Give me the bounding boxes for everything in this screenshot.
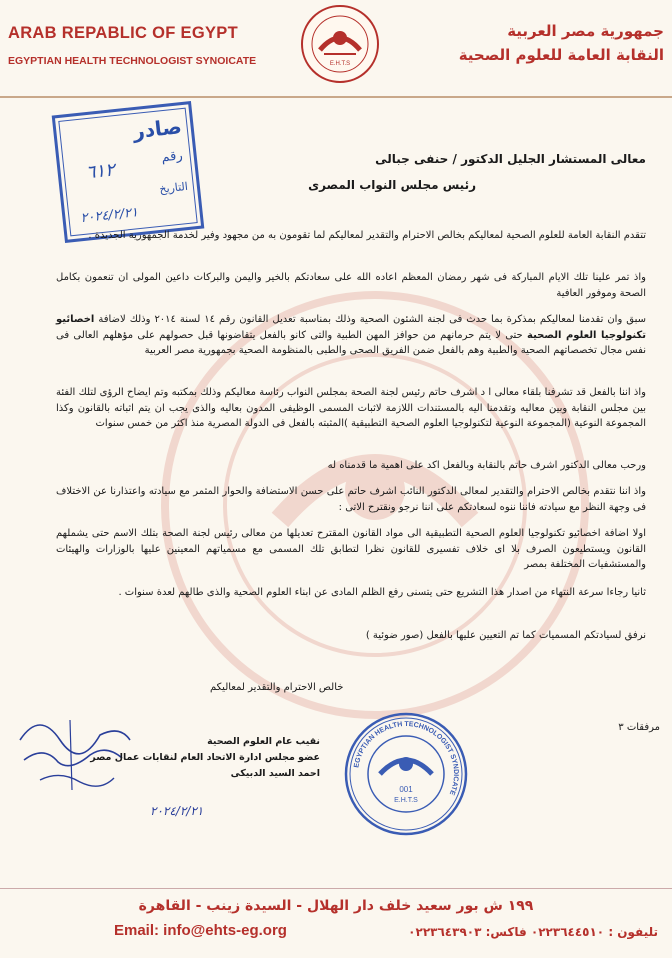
paragraph-5: ورحب معالى الدكتور اشرف حاتم بالنقابة وبالفعل اكد على اهمية ما قدمناه له bbox=[327, 460, 646, 471]
paragraph-2: واذ تمر علينا تلك الايام المباركة فى شهر رمضان المعظم اعاده الله على سعادتكم بالخير واليمن والبركات داعين المولى ان تنعمون بكامل الصحة وموفور العافية bbox=[56, 272, 646, 299]
footer-email: Email: info@ehts-eg.org bbox=[114, 922, 287, 939]
paragraph-3 bbox=[56, 312, 646, 359]
footer-phone: تليفون : ٠٢٢٣٦٤٤٥١٠ فاكس: ٠٢٢٣٦٤٣٩٠٣ bbox=[408, 925, 658, 939]
handwritten-date: ٢٠٢٤/٢/٢١ bbox=[150, 804, 204, 818]
org-name-ar: جمهورية مصر العربية bbox=[507, 22, 664, 40]
paragraph-3-highlight: اخصائيو تكنولوجيا العلوم الصحية bbox=[56, 314, 646, 341]
addressee-line: معالى المستشار الجليل الدكتور / حنفى جبالى bbox=[375, 152, 646, 166]
org-subtitle-ar: النقابة العامة للعلوم الصحية bbox=[458, 46, 664, 64]
closing-line: خالص الاحترام والتقدير لمعاليكم bbox=[210, 682, 344, 693]
header-divider bbox=[0, 96, 672, 98]
stamp-number: ٦١٢ bbox=[84, 159, 116, 184]
footer-divider bbox=[0, 888, 672, 889]
official-seal bbox=[344, 712, 468, 836]
header-arabic bbox=[434, 22, 664, 64]
addressee-title: رئيس مجلس النواب المصرى bbox=[308, 178, 476, 192]
seal-abbrev: E.H.T.S bbox=[394, 797, 418, 804]
footer-address: ١٩٩ ش بور سعيد خلف دار الهلال - السيدة زينب - القاهرة bbox=[138, 898, 534, 914]
stamp-number-label: رقم bbox=[160, 148, 184, 166]
paragraph-6: واذ اننا نتقدم بخالص الاحترام والتقدير لمعالى الدكتور النائب اشرف حاتم على حسن الاستضافة والحوار المثمر مع سيادته واعتذارنا عن الاختلاف فى وجهة النظر مع سيادته فاننا ننوه لسعادتكم على اننا نرجو ونقترح الاتى : bbox=[56, 486, 646, 513]
signature-block bbox=[80, 734, 320, 782]
signatory-title-2: عضو مجلس ادارة الاتحاد العام لنقابات عمال مصر bbox=[90, 752, 320, 763]
paragraph-9: نرفق لسيادتكم المسميات كما تم التعيين عليها بالفعل (صور ضوئية ) bbox=[365, 630, 646, 641]
stamp-date: ٢٠٢٤/٢/٢١ bbox=[79, 205, 139, 227]
outgoing-stamp bbox=[52, 101, 205, 243]
signatory-title: نقيب عام العلوم الصحية bbox=[207, 736, 320, 747]
paragraph-4: واذ اننا بالفعل قد تشرفنا بلقاء معالى ا د اشرف حاتم رئيس لجنة الصحة بمجلس النواب رئاسة معاليكم وذلك بمكتبه وتم ايضاح الرؤى لتلك الفئة بين مجلس النقابة وبين معاليه وتقدمنا اليه بالمستندات اللازمة لاثبات المسمى الوظيفى المدون بعاليه والذى يجب ان يتم اثباته بالقانون وكذا المجموعة النوعية (المجموعة النوعية لتكنولوجيا العلوم الصحية التطبيقية )المثبته بالفعل فى الدولة المصرية منذ اكثر من خمس سنوات bbox=[56, 387, 646, 429]
stamp-date-label: التاريخ bbox=[158, 179, 189, 196]
org-subtitle-en: EGYPTIAN HEALTH TECHNOLOGIST SYNOICATE bbox=[8, 55, 257, 67]
stamp-title: صادر bbox=[131, 114, 183, 144]
org-name-en: ARAB REPABLIC OF EGYPT bbox=[8, 24, 238, 42]
paragraph-8: ثانيا رجاءا سرعة النتهاء من اصدار هذا التشريع حتى يتسنى رفع الظلم المادى عن ابناء العلوم الصحية والذى طالهم لعدة سنوات . bbox=[118, 587, 646, 598]
seal-number: 001 bbox=[399, 785, 413, 794]
logo-abbrev: E.H.T.S bbox=[329, 61, 351, 67]
paragraph-1: تتقدم النقابة العامة للعلوم الصحية لمعاليكم بخالص الاحترام والتقدير لمعاليكم لما تقومون به من مجهود وفير لخدمة الجمهورية الجديدة . bbox=[88, 230, 646, 241]
signatory-name: احمد السيد الدبيكى bbox=[230, 768, 320, 779]
seal-ring-text: EGYPTIAN HEALTH TECHNOLOGIST SYNDICATE bbox=[353, 720, 460, 797]
syndicate-logo bbox=[300, 4, 380, 84]
header-english bbox=[8, 24, 278, 67]
paragraph-3-part-a: سبق وان تقدمنا لمعاليكم بمذكرة بما حدث فى لجنة الشئون الصحية وذلك بمناسبة تعديل القانون رقم ١٤ لسنة ٢٠١٤ وذلك لاضافة bbox=[94, 314, 646, 325]
attachments-count: مرفقات ٣ bbox=[618, 722, 660, 733]
paragraph-7: اولا اضافة اخصائيو تكنولوجيا العلوم الصحية التطبيقية الى مواد القانون المقترح تعديلها من معالى رئيس لجنة الصحة بتلك الاسم حتى يشملهم القانون ويستطيعون الصرف بلا اى خلاف تفسيرى للقانون نظرا لتطابق تلك المسمى مع مسمياتهم المعينين عليها بالوزارات والهيئات والمستشفيات المختلفة بمصر bbox=[56, 528, 646, 570]
paragraph-3-part-b: حتى لا يتم حرمانهم من حوافز المهن الطبية والتى كانو بالفعل يتقاضونها قبل حصولهم على مؤهلهم العالى فى نفس مجال تخصصاتهم الصحية والطبية وهم بالفعل ضمن الفريق الصحى والطبى بالمنظومة الصحية بجمهورية مصر العربية bbox=[56, 329, 646, 356]
